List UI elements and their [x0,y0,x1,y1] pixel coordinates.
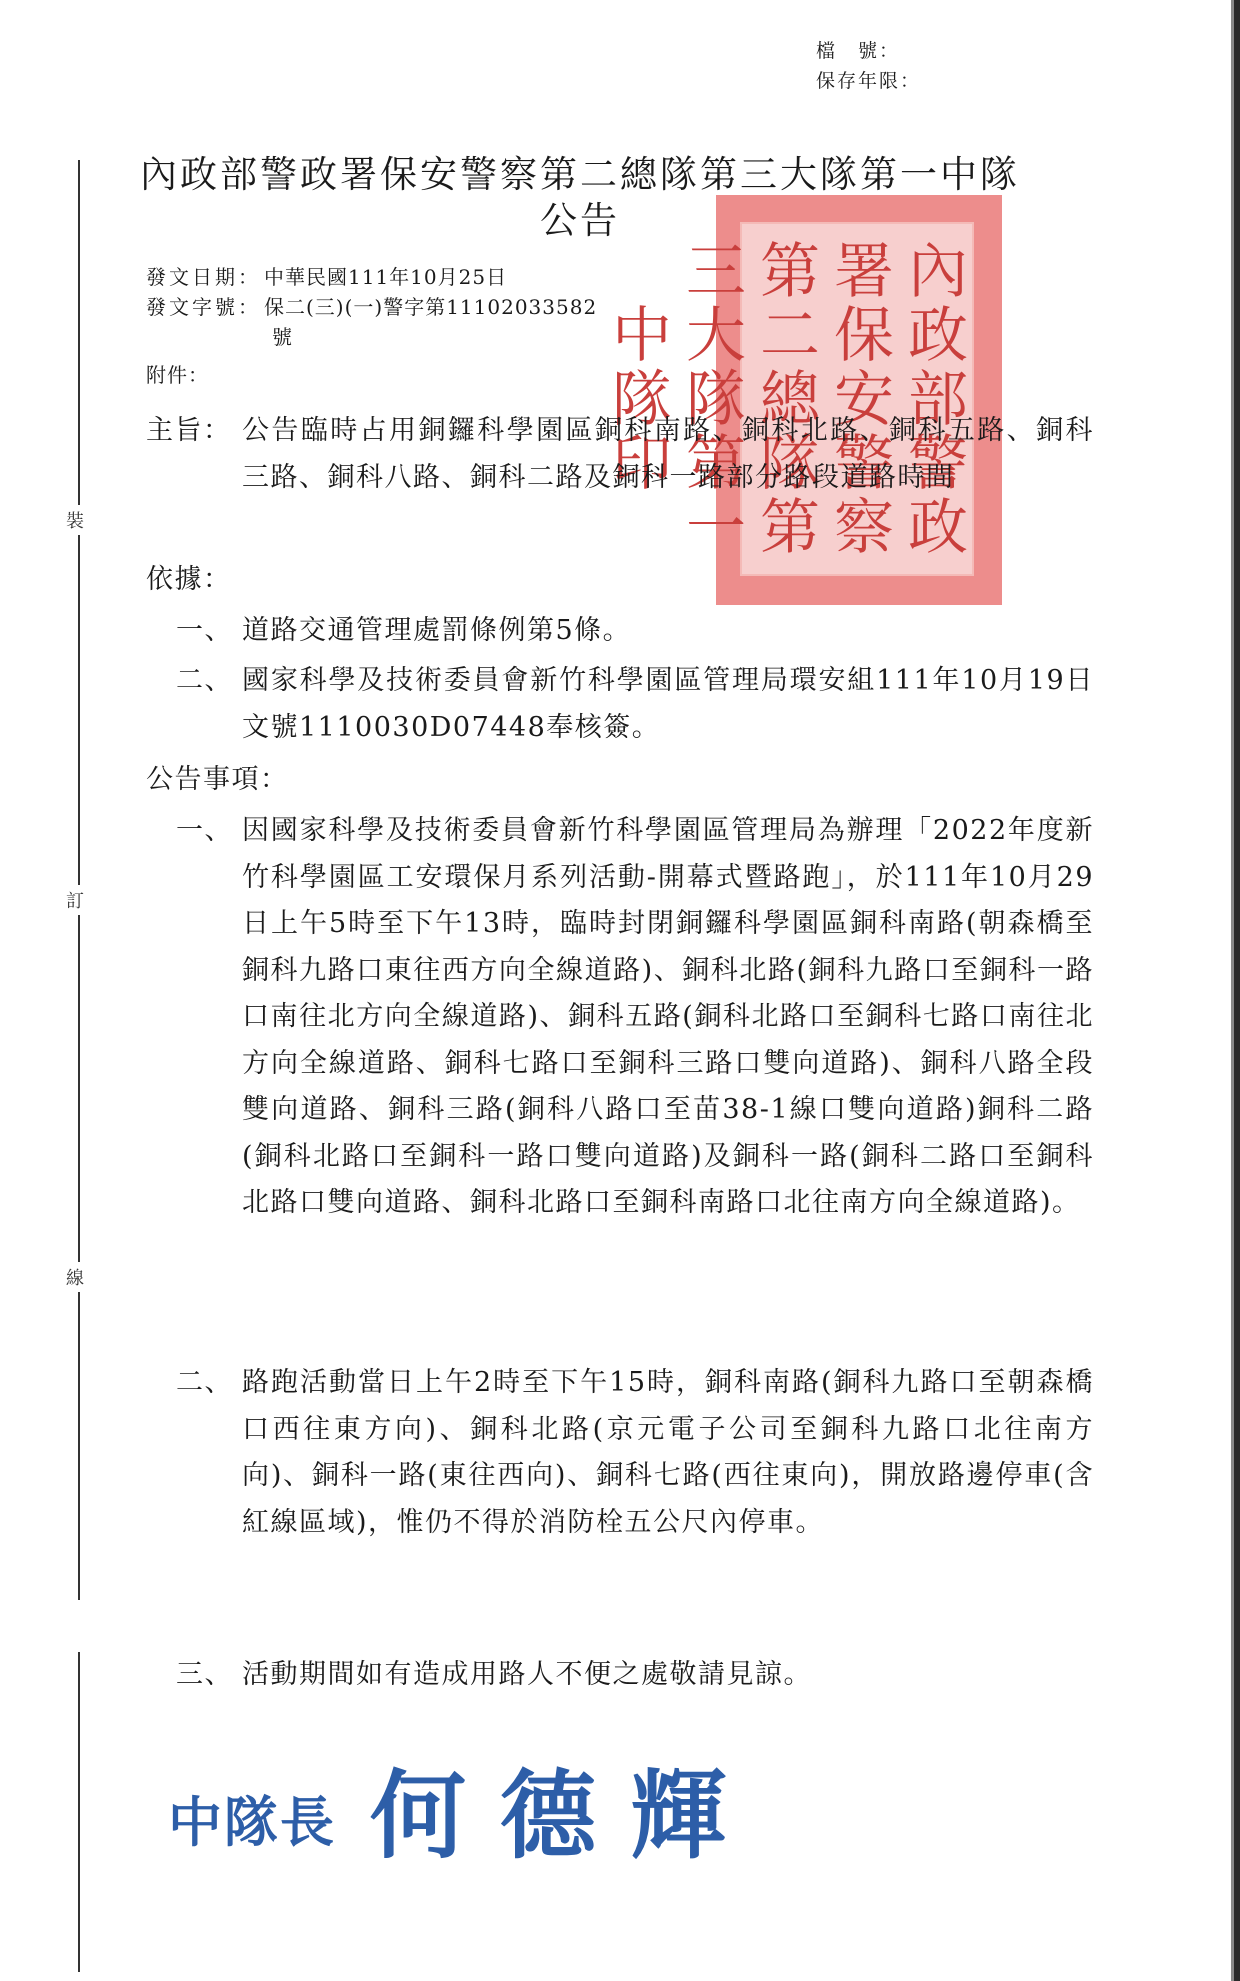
reference-value: 保二(三)(一)警字第11102033582 [264,295,598,319]
binding-mark-zhuang: 裝 [66,505,84,535]
binding-line-lower [78,1652,80,1972]
reference-suffix: 號 [272,325,293,349]
reference-row [146,292,706,322]
notice-item-2-text: 路跑活動當日上午2時至下午15時，銅科南路(銅科九路口至朝森橋口西往東方向)、銅科北路(京元電子公司至銅科九路口北往南方向)、銅科一路(東往西向)、銅科七路(西往東向)，開放路邊停車(含紅線區域)，惟仍不得於消防栓五公尺內停車。 [242,1367,1094,1538]
retention-label: 保存年限： [816,70,922,92]
binding-mark-xian: 線 [66,1262,84,1292]
official-seal-text: 內政部警政署保安警察第二總隊第三大隊第一中隊印 [602,239,968,559]
signature-name: 何德輝 [370,1759,760,1872]
file-no-label: 檔 號： [816,40,901,62]
reference-label: 發文字號： [146,295,261,319]
scan-edge [1234,0,1240,1981]
attachment-label: 附件： [146,363,209,387]
basis-item-1-text: 道路交通管理處罰條例第5條。 [242,615,632,646]
notice-item-2-num: 二、 [176,1367,233,1398]
issue-date-row [146,262,706,292]
notice-item-1-text: 因國家科學及技術委員會新竹科學園區管理局為辦理「2022年度新竹科學園區工安環保月系列活動-開幕式暨路跑」，於111年10月29日上午5時至下午13時，臨時封閉銅鑼科學園區銅科南路(朝森橋至銅科九路口東往西方向全線道路)、銅科北路(銅科九路口至銅科一路口南往北方向全線道路)、銅科五路(銅科北路口至銅科七路口南往北方向全線道路、銅科七路口至銅科三路口雙向道路)、銅科八路全段雙向道路、銅科三路(銅科八路口至苗38-1線口雙向道路)銅科二路(銅科北路口至銅科一路口雙向道路)及銅科一路(銅科二路口至銅科北路口雙向道路、銅科北路口至銅科南路口北往南方向全線道路)。 [242,815,1094,1218]
binding-mark-ding: 訂 [66,885,84,915]
subject-text: 公告臨時占用銅鑼科學園區銅科南路、銅科北路、銅科五路、銅科三路、銅科八路、銅科二路及銅科一路部分路段道路時間 [242,415,1094,493]
binding-line [78,160,80,1600]
archive-info [816,36,921,96]
document-title: 內政部警政署保安警察第二總隊第三大隊第一中隊 [140,153,1020,196]
basis-item-2-num: 二、 [176,665,233,696]
document-meta [146,262,706,390]
scan-edge-shadow [1231,0,1234,1981]
issue-date-value: 中華民國111年10月25日 [264,265,508,289]
signature [168,1740,760,1877]
notice-label: 公告事項： [146,764,289,795]
notice-item-1-num: 一、 [176,815,233,846]
signature-title: 中隊長 [168,1790,336,1854]
basis-item-1-num: 一、 [176,615,233,646]
basis-label: 依據： [146,564,232,595]
notice-item-3-text: 活動期間如有造成用路人不便之處敬請見諒。 [242,1659,812,1690]
notice-item-3-num: 三、 [176,1659,233,1690]
issue-date-label: 發文日期： [146,265,261,289]
basis-item-2-text: 國家科學及技術委員會新竹科學園區管理局環安組111年10月19日文號1110030D07448奉核簽。 [242,665,1094,743]
subject-label: 主旨： [146,415,232,446]
document-type: 公告 [540,199,620,242]
